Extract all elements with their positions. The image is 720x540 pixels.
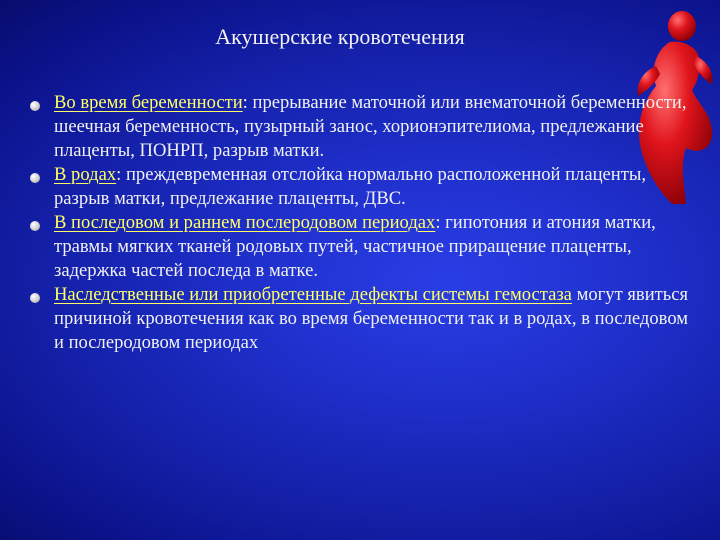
item-sep: : bbox=[242, 92, 248, 113]
item-term: Наследственные или приобретенные дефекты системы гемостаза bbox=[54, 284, 572, 305]
item-term: Во время беременности bbox=[54, 92, 243, 113]
list-item bbox=[30, 211, 702, 283]
item-term: В родах bbox=[54, 164, 117, 185]
item-text: гипотония и атония матки, травмы мягких тканей родовых путей, частичное приращение плаценты, задержка частей последа в матке. bbox=[54, 212, 656, 281]
item-text: преждевременная отслойка нормально расположенной плаценты, разрыв матки, предлежание плаценты, ДВС. bbox=[54, 164, 646, 209]
bullet-icon bbox=[30, 221, 40, 231]
item-text: могут явиться причиной кровотечения как во время беременности так и в родах, в последовом и послеродовом периодах bbox=[54, 284, 689, 353]
item-text: прерывание маточной или внематочной беременности, шеечная беременность, пузырный занос, хорионэпителиома, предлежание плаценты, ПОНРП, разрыв матки. bbox=[54, 92, 687, 161]
item-sep: : bbox=[435, 212, 441, 233]
bullet-list bbox=[30, 91, 702, 355]
list-item bbox=[30, 283, 702, 355]
list-item bbox=[30, 91, 702, 163]
bullet-icon bbox=[30, 293, 40, 303]
item-sep: : bbox=[116, 164, 122, 185]
slide-title: Акушерские кровотечения bbox=[215, 24, 465, 49]
bullet-icon bbox=[30, 101, 40, 111]
item-term: В последовом и раннем послеродовом периодах bbox=[54, 212, 436, 233]
bullet-icon bbox=[30, 173, 40, 183]
list-item bbox=[30, 163, 702, 211]
